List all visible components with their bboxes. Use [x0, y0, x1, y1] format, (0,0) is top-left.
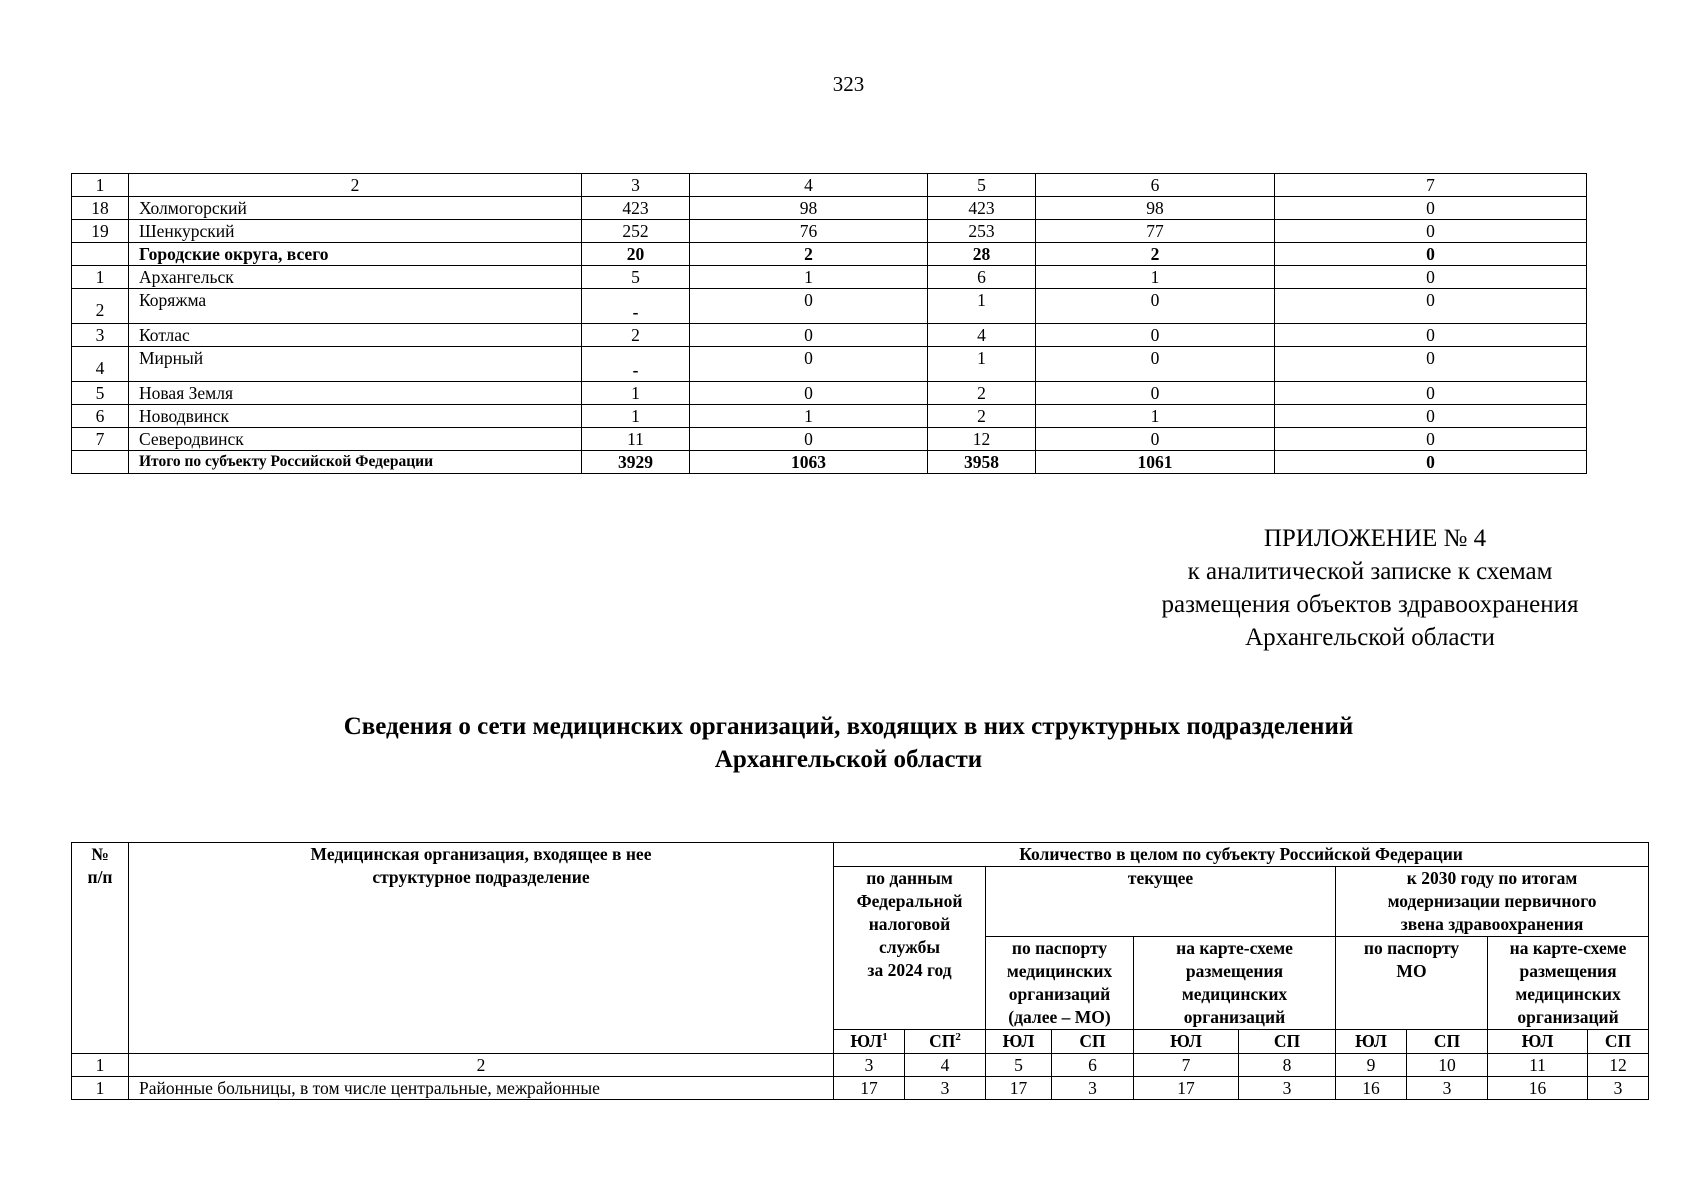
cell: 3 — [1588, 1077, 1649, 1100]
document-title — [0, 710, 1697, 776]
row-name: Итого по субъекту Российской Федерации — [129, 451, 582, 474]
cell: 2 — [928, 382, 1036, 405]
appendix-line: к аналитической записке к схемам — [1187, 558, 1553, 585]
table-row — [72, 428, 1587, 451]
cell: 0 — [1275, 405, 1587, 428]
header-text: Медицинская организация, входящее в нее — [310, 844, 652, 864]
row-name: Новая Земля — [129, 382, 582, 405]
table-row — [72, 382, 1587, 405]
table-row-total — [72, 451, 1587, 474]
table-header-cell: 7 — [1275, 174, 1587, 197]
header-code: СП — [1052, 1030, 1134, 1054]
cell: 0 — [690, 324, 928, 347]
header-text: медицинских — [1181, 984, 1288, 1004]
header-code: СП — [1407, 1030, 1488, 1054]
cell: 1 — [928, 347, 1036, 382]
header-passport — [986, 937, 1134, 1030]
cell: 0 — [1275, 428, 1587, 451]
header-map — [1134, 937, 1336, 1030]
column-number: 11 — [1488, 1054, 1588, 1077]
column-number: 5 — [986, 1054, 1052, 1077]
cell — [582, 347, 690, 382]
cell: 1 — [690, 405, 928, 428]
row-number — [72, 347, 129, 382]
column-number: 3 — [834, 1054, 905, 1077]
cell: 3 — [905, 1077, 986, 1100]
cell: 1 — [690, 266, 928, 289]
table-row — [72, 347, 1587, 382]
title-line: Сведения о сети медицинских организаций, входящих в них структурных подразделений — [343, 713, 1354, 740]
header-text: размещения — [1185, 961, 1284, 981]
cell: 17 — [1134, 1077, 1239, 1100]
row-name: Коряжма — [129, 289, 582, 324]
header-text: к 2030 году по итогам — [1406, 868, 1578, 888]
header-text: по паспорту — [1011, 938, 1108, 958]
table-row — [72, 405, 1587, 428]
table-row-subtotal — [72, 243, 1587, 266]
header-text: МО — [1396, 961, 1427, 981]
row-name: Новодвинск — [129, 405, 582, 428]
cell: 0 — [1275, 266, 1587, 289]
header-text: медицинских — [1006, 961, 1113, 981]
cell: 0 — [690, 382, 928, 405]
header-total: Количество в целом по субъекту Российской Федерации — [834, 843, 1649, 867]
table-row — [72, 289, 1587, 324]
cell: 3 — [1052, 1077, 1134, 1100]
column-number: 10 — [1407, 1054, 1488, 1077]
row-name: Мирный — [129, 347, 582, 382]
table-column-numbers-row — [72, 174, 1587, 197]
cell: 6 — [928, 266, 1036, 289]
row-number: 1 — [72, 266, 129, 289]
row-number — [72, 243, 129, 266]
header-text: структурное подразделение — [372, 867, 590, 887]
table-row — [72, 1077, 1649, 1100]
footnote-mark: 1 — [882, 1031, 888, 1044]
row-number-text: 2 — [95, 300, 105, 320]
row-name: Городские округа, всего — [129, 243, 582, 266]
header-code: СП — [1239, 1030, 1336, 1054]
cell: 1 — [582, 382, 690, 405]
cell: 0 — [690, 428, 928, 451]
cell: 3958 — [928, 451, 1036, 474]
header-code: ЮЛ — [1488, 1030, 1588, 1054]
table-header-cell: 1 — [72, 174, 129, 197]
cell: 0 — [1275, 324, 1587, 347]
header-text: по паспорту — [1363, 938, 1460, 958]
cell — [582, 289, 690, 324]
cell: 0 — [1275, 382, 1587, 405]
row-number: 18 — [72, 197, 129, 220]
title-line: Архангельской области — [714, 746, 983, 773]
column-number: 4 — [905, 1054, 986, 1077]
table-header-cell: 4 — [690, 174, 928, 197]
table-header-cell: 5 — [928, 174, 1036, 197]
cell: 1 — [1036, 405, 1275, 428]
header-text: налоговой — [868, 914, 951, 934]
header-fns — [834, 867, 986, 1030]
header-text: по данным — [866, 868, 953, 888]
cell: 0 — [1275, 289, 1587, 324]
row-number: 7 — [72, 428, 129, 451]
header-text: п/п — [87, 867, 113, 887]
cell: 253 — [928, 220, 1036, 243]
row-name: Котлас — [129, 324, 582, 347]
header-text: (далее – МО) — [1008, 1007, 1111, 1027]
row-name: Архангельск — [129, 266, 582, 289]
row-number — [72, 451, 129, 474]
header-number — [72, 843, 129, 1054]
header-code: ЮЛ — [1134, 1030, 1239, 1054]
header-map-2030 — [1488, 937, 1649, 1030]
header-text: организаций — [1517, 1007, 1619, 1027]
dash-mark: - — [632, 360, 639, 380]
cell: 5 — [582, 266, 690, 289]
table-row — [72, 266, 1587, 289]
header-text: медицинских — [1515, 984, 1621, 1004]
header-organization — [129, 843, 834, 1054]
column-number: 12 — [1588, 1054, 1649, 1077]
districts-table — [71, 173, 1587, 474]
column-number: 9 — [1336, 1054, 1407, 1077]
cell: 1 — [928, 289, 1036, 324]
code-text: ЮЛ — [850, 1031, 883, 1051]
cell: 98 — [1036, 197, 1275, 220]
cell: 0 — [1275, 347, 1587, 382]
header-text: за 2024 год — [867, 960, 952, 980]
cell: 98 — [690, 197, 928, 220]
appendix-line: размещения объектов здравоохранения — [1161, 591, 1579, 618]
dash-mark: - — [632, 302, 639, 322]
column-number: 6 — [1052, 1054, 1134, 1077]
table-header-cell: 3 — [582, 174, 690, 197]
header-code: ЮЛ — [986, 1030, 1052, 1054]
cell: 2 — [690, 243, 928, 266]
row-number: 6 — [72, 405, 129, 428]
cell: 4 — [928, 324, 1036, 347]
cell: 1 — [1036, 266, 1275, 289]
cell: 17 — [834, 1077, 905, 1100]
row-name: Холмогорский — [129, 197, 582, 220]
header-text: на карте-схеме — [1176, 938, 1293, 958]
column-number: 7 — [1134, 1054, 1239, 1077]
cell: 1061 — [1036, 451, 1275, 474]
cell: 0 — [1036, 324, 1275, 347]
row-number: 3 — [72, 324, 129, 347]
cell: 1 — [582, 405, 690, 428]
cell: 0 — [1036, 347, 1275, 382]
appendix-line: Архангельской области — [1245, 624, 1495, 651]
header-text: Федеральной — [856, 891, 963, 911]
column-number: 1 — [72, 1054, 129, 1077]
cell: 12 — [928, 428, 1036, 451]
cell: 11 — [582, 428, 690, 451]
cell: 423 — [582, 197, 690, 220]
header-text: организаций — [1008, 984, 1111, 1004]
row-name: Шенкурский — [129, 220, 582, 243]
header-text: организаций — [1183, 1007, 1286, 1027]
cell: 77 — [1036, 220, 1275, 243]
cell: 28 — [928, 243, 1036, 266]
cell: 3 — [1239, 1077, 1336, 1100]
cell: 2 — [928, 405, 1036, 428]
cell: 17 — [986, 1077, 1052, 1100]
header-text: звена здравоохранения — [1400, 914, 1584, 934]
cell: 0 — [1036, 428, 1275, 451]
cell: 0 — [690, 347, 928, 382]
header-code: ЮЛ — [1336, 1030, 1407, 1054]
page-number: 323 — [832, 72, 865, 96]
table-header-cell: 6 — [1036, 174, 1275, 197]
table-column-numbers-row — [72, 1054, 1649, 1077]
cell: 1063 — [690, 451, 928, 474]
medical-organizations-table — [71, 842, 1649, 1100]
header-text: службы — [879, 937, 940, 957]
header-code — [834, 1030, 905, 1054]
cell: 3 — [1407, 1077, 1488, 1100]
code-text: СП — [929, 1031, 956, 1051]
row-name: Районные больницы, в том числе центральные, межрайонные — [129, 1077, 834, 1100]
cell: 0 — [1036, 289, 1275, 324]
cell: 2 — [1036, 243, 1275, 266]
appendix-heading — [1135, 522, 1605, 654]
cell: 0 — [1036, 382, 1275, 405]
appendix-line: ПРИЛОЖЕНИЕ № 4 — [1263, 525, 1487, 552]
row-number-text: 4 — [95, 358, 105, 378]
cell: 16 — [1336, 1077, 1407, 1100]
row-name: Северодвинск — [129, 428, 582, 451]
header-text: на карте-схеме — [1509, 938, 1627, 958]
header-code: СП — [1588, 1030, 1649, 1054]
header-text: размещения — [1519, 961, 1617, 981]
header-code — [905, 1030, 986, 1054]
table-row — [72, 197, 1587, 220]
row-number — [72, 289, 129, 324]
column-number: 8 — [1239, 1054, 1336, 1077]
cell: 0 — [1275, 243, 1587, 266]
header-current: текущее — [986, 867, 1336, 937]
cell: 2 — [582, 324, 690, 347]
header-text: модернизации первичного — [1387, 891, 1597, 911]
footnote-mark: 2 — [955, 1031, 961, 1044]
table-row — [72, 324, 1587, 347]
cell: 3929 — [582, 451, 690, 474]
cell: 16 — [1488, 1077, 1588, 1100]
column-number: 2 — [129, 1054, 834, 1077]
table-header-cell: 2 — [129, 174, 582, 197]
cell: 0 — [1275, 197, 1587, 220]
header-text: № — [91, 844, 109, 864]
header-passport-mo — [1336, 937, 1488, 1030]
header-2030 — [1336, 867, 1649, 937]
row-number: 5 — [72, 382, 129, 405]
cell: 20 — [582, 243, 690, 266]
cell: 0 — [1275, 220, 1587, 243]
cell: 0 — [1275, 451, 1587, 474]
table-row — [72, 220, 1587, 243]
row-number: 19 — [72, 220, 129, 243]
cell: 76 — [690, 220, 928, 243]
cell: 423 — [928, 197, 1036, 220]
cell: 0 — [690, 289, 928, 324]
row-number: 1 — [72, 1077, 129, 1100]
cell: 252 — [582, 220, 690, 243]
